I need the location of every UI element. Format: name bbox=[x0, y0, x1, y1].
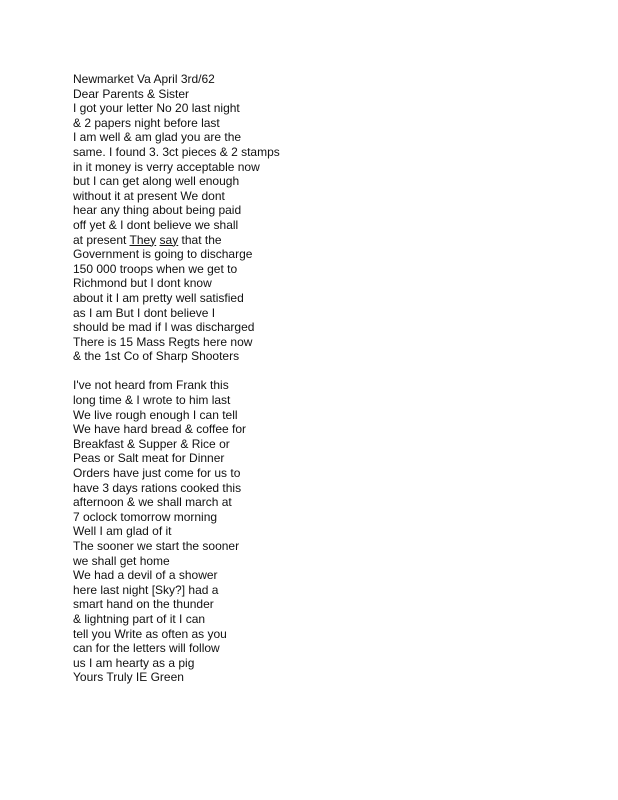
letter-line: Richmond but I dont know bbox=[73, 276, 212, 291]
letter-line: tell you Write as often as you bbox=[73, 626, 227, 641]
letter-line: 150 000 troops when we get to bbox=[73, 261, 238, 276]
letter-line: we shall get home bbox=[73, 553, 170, 568]
letter-line: & lightning part of it I can bbox=[73, 611, 206, 626]
letter-line: hear any thing about being paid bbox=[73, 203, 242, 218]
letter-line: same. I found 3. 3ct pieces & 2 stamps bbox=[73, 144, 280, 159]
letter-line: We had a devil of a shower bbox=[73, 568, 218, 583]
letter-line: can for the letters will follow bbox=[73, 641, 220, 656]
letter-line: Newmarket Va April 3rd/62 bbox=[73, 72, 215, 86]
letter-line: There is 15 Mass Regts here now bbox=[73, 334, 253, 349]
letter-line: The sooner we start the sooner bbox=[73, 539, 240, 553]
line-text-after: that the bbox=[178, 232, 222, 247]
letter-line: as I am But I dont believe I bbox=[73, 305, 216, 320]
letter-line: Dear Parents & Sister bbox=[73, 86, 190, 101]
letter-line: in it money is verry acceptable now bbox=[73, 159, 260, 174]
letter-transcription bbox=[73, 72, 553, 685]
letter-line-underlined bbox=[73, 233, 553, 248]
letter-line: We live rough enough I can tell bbox=[73, 407, 238, 422]
letter-line: without it at present We dont bbox=[73, 188, 225, 203]
letter-line: I've not heard from Frank this bbox=[73, 378, 229, 393]
letter-line: We have hard bread & coffee for bbox=[73, 422, 246, 437]
letter-line: should be mad if I was discharged bbox=[73, 320, 255, 335]
letter-line: smart hand on the thunder bbox=[73, 597, 214, 612]
underlined-word-say: say bbox=[159, 232, 179, 247]
letter-line: Breakfast & Supper & Rice or bbox=[73, 436, 230, 451]
letter-line: about it I am pretty well satisfied bbox=[73, 290, 244, 305]
paragraph-break bbox=[73, 364, 553, 379]
letter-line: Orders have just come for us to bbox=[73, 466, 241, 481]
letter-line: I am well & am glad you are the bbox=[73, 130, 242, 145]
letter-line: long time & I wrote to him last bbox=[73, 393, 231, 408]
letter-line: & the 1st Co of Sharp Shooters bbox=[73, 349, 240, 364]
letter-line: us I am hearty as a pig bbox=[73, 655, 195, 670]
letter-signature: Yours Truly IE Green bbox=[73, 670, 184, 685]
line-text-before: at present bbox=[73, 232, 130, 247]
letter-line: have 3 days rations cooked this bbox=[73, 480, 242, 495]
letter-line: afternoon & we shall march at bbox=[73, 495, 232, 510]
letter-line: 7 oclock tomorrow morning bbox=[73, 509, 218, 524]
letter-line: I got your letter No 20 last night bbox=[73, 101, 240, 116]
letter-line: & 2 papers night before last bbox=[73, 115, 220, 130]
underlined-word-they: They bbox=[129, 232, 157, 247]
letter-line: but I can get along well enough bbox=[73, 174, 240, 189]
letter-line: Well I am glad of it bbox=[73, 524, 172, 539]
letter-line: Peas or Salt meat for Dinner bbox=[73, 451, 225, 466]
letter-line: Government is going to discharge bbox=[73, 247, 253, 262]
letter-line: off yet & I dont believe we shall bbox=[73, 217, 239, 232]
letter-line: here last night [Sky?] had a bbox=[73, 582, 219, 597]
